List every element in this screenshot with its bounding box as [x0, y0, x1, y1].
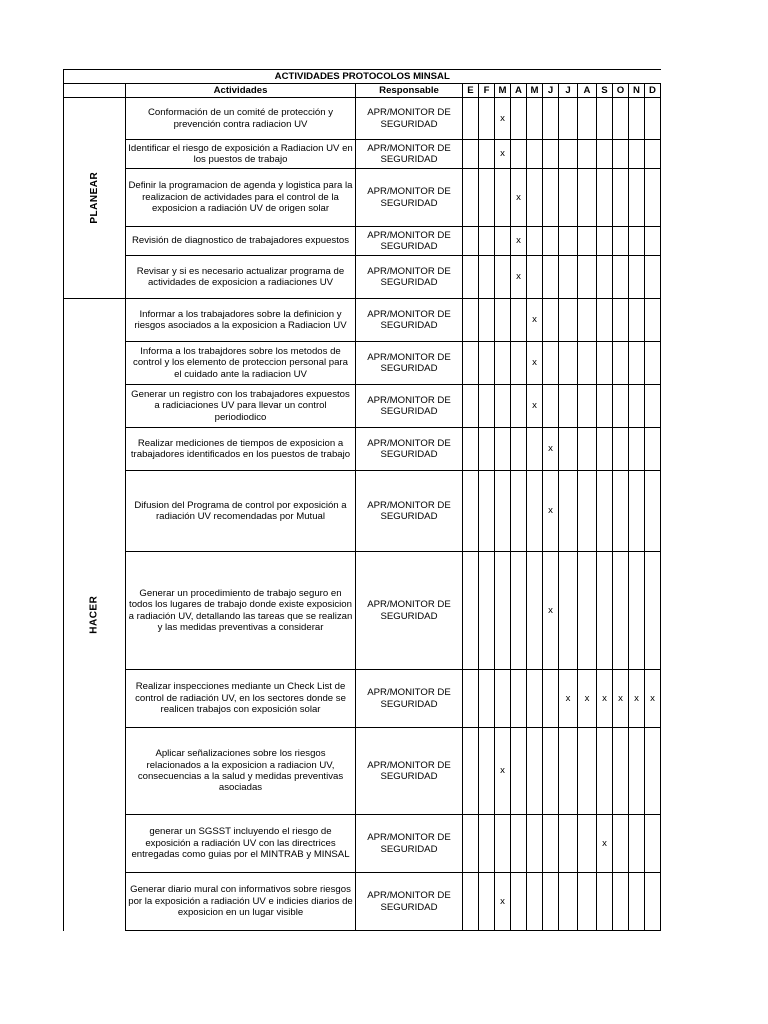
- month-cell: [495, 815, 511, 873]
- month-cell: [597, 299, 613, 342]
- month-cell: [479, 385, 495, 428]
- month-cell: [527, 256, 543, 299]
- month-cell: [559, 299, 578, 342]
- schedule-mark: x: [500, 895, 505, 907]
- activity-cell: Realizar mediciones de tiempos de exposicion a trabajadores identificados en los puestos de trabajo: [126, 428, 356, 471]
- activity-cell: Informa a los trabajdores sobre los metodos de control y los elemento de proteccion personal para el cuidado ante la radiacion UV: [126, 342, 356, 385]
- month-header: O: [613, 84, 629, 98]
- activity-cell: Revisar y si es necesario actualizar programa de actividades de exposicion a radiaciones UV: [126, 256, 356, 299]
- schedule-mark: x: [548, 505, 553, 517]
- month-cell: [543, 670, 559, 728]
- month-cell: [479, 670, 495, 728]
- month-cell: [511, 299, 527, 342]
- month-cell: [613, 670, 629, 728]
- month-cell: [578, 256, 597, 299]
- month-cell: [511, 552, 527, 670]
- month-cell: [463, 385, 479, 428]
- month-cell: [495, 728, 511, 815]
- month-cell: [559, 385, 578, 428]
- month-cell: [511, 815, 527, 873]
- month-cell: [645, 385, 661, 428]
- month-cell: [527, 98, 543, 140]
- month-cell: [463, 256, 479, 299]
- month-cell: [479, 428, 495, 471]
- month-header: M: [527, 84, 543, 98]
- month-header: F: [479, 84, 495, 98]
- month-cell: [645, 98, 661, 140]
- month-cell: [511, 428, 527, 471]
- responsible-cell: APR/MONITOR DE SEGURIDAD: [356, 471, 463, 552]
- table-row: [64, 227, 661, 256]
- month-cell: [578, 428, 597, 471]
- activity-cell: Generar diario mural con informativos sobre riesgos por la exposición a radiación UV e indicies diarios de exposicion en un lugar visible: [126, 873, 356, 931]
- month-cell: [629, 552, 645, 670]
- month-cell: [543, 815, 559, 873]
- table-row: [64, 670, 661, 728]
- activity-cell: Generar un procedimiento de trabajo seguro en todos los lugares de trabajo donde existe exposicion a radiación UV, detallando las tareas que se realizan y las medidas preventivas a considerar: [126, 552, 356, 670]
- month-cell: [613, 140, 629, 169]
- month-cell: [578, 342, 597, 385]
- month-cell: [578, 169, 597, 227]
- phase-cell: [64, 98, 126, 299]
- month-cell: [543, 552, 559, 670]
- month-cell: [463, 140, 479, 169]
- month-cell: [597, 385, 613, 428]
- month-cell: [559, 169, 578, 227]
- month-cell: [645, 227, 661, 256]
- month-cell: [645, 815, 661, 873]
- month-cell: [629, 227, 645, 256]
- month-cell: [527, 815, 543, 873]
- month-cell: [479, 227, 495, 256]
- table-row: [64, 385, 661, 428]
- table-row: [64, 256, 661, 299]
- month-cell: [629, 873, 645, 931]
- table-row: [64, 552, 661, 670]
- month-cell: [613, 342, 629, 385]
- activity-cell: Conformación de un comité de protección y prevención contra radiacion UV: [126, 98, 356, 140]
- month-cell: [629, 670, 645, 728]
- month-cell: [511, 227, 527, 256]
- month-cell: [543, 169, 559, 227]
- month-cell: [527, 552, 543, 670]
- month-cell: [597, 552, 613, 670]
- table-row: [64, 299, 661, 342]
- month-cell: [597, 227, 613, 256]
- month-cell: [613, 169, 629, 227]
- month-cell: [629, 815, 645, 873]
- table-row: [64, 98, 661, 140]
- month-cell: [463, 98, 479, 140]
- month-cell: [597, 98, 613, 140]
- month-cell: [559, 98, 578, 140]
- schedule-mark: x: [548, 604, 553, 616]
- month-cell: [511, 140, 527, 169]
- responsible-cell: APR/MONITOR DE SEGURIDAD: [356, 873, 463, 931]
- month-cell: [613, 385, 629, 428]
- month-header: N: [629, 84, 645, 98]
- month-cell: [597, 428, 613, 471]
- month-cell: [559, 256, 578, 299]
- month-header: D: [645, 84, 661, 98]
- month-cell: [463, 873, 479, 931]
- responsible-cell: APR/MONITOR DE SEGURIDAD: [356, 815, 463, 873]
- month-cell: [511, 385, 527, 428]
- month-cell: [597, 342, 613, 385]
- table-row: [64, 471, 661, 552]
- title-row: [64, 70, 661, 84]
- responsible-cell: APR/MONITOR DE SEGURIDAD: [356, 428, 463, 471]
- month-cell: [479, 256, 495, 299]
- schedule-mark: x: [602, 692, 607, 704]
- month-cell: [559, 140, 578, 169]
- schedule-mark: x: [516, 235, 521, 247]
- month-cell: [479, 815, 495, 873]
- header-row: [64, 84, 661, 98]
- activity-cell: Revisión de diagnostico de trabajadores expuestos: [126, 227, 356, 256]
- month-cell: [597, 873, 613, 931]
- month-cell: [578, 471, 597, 552]
- month-cell: [559, 815, 578, 873]
- activity-cell: Generar un registro con los trabajadores expuestos a radiciaciones UV para llevar un control periodiodico: [126, 385, 356, 428]
- month-cell: [629, 140, 645, 169]
- month-cell: [495, 227, 511, 256]
- month-cell: [527, 227, 543, 256]
- schedule-mark: x: [500, 765, 505, 777]
- month-cell: [597, 140, 613, 169]
- activity-cell: generar un SGSST incluyendo el riesgo de exposición a radiación UV con las directrices entregadas como guias por el MINTRAB y MINSAL: [126, 815, 356, 873]
- month-cell: [463, 471, 479, 552]
- month-cell: [629, 342, 645, 385]
- schedule-mark: x: [584, 692, 590, 704]
- month-cell: [578, 728, 597, 815]
- month-cell: [527, 385, 543, 428]
- month-cell: [578, 815, 597, 873]
- month-cell: [495, 873, 511, 931]
- month-cell: [495, 98, 511, 140]
- month-cell: [527, 670, 543, 728]
- month-cell: [613, 98, 629, 140]
- month-cell: [613, 815, 629, 873]
- month-cell: [578, 98, 597, 140]
- month-cell: [629, 256, 645, 299]
- month-cell: [479, 169, 495, 227]
- table-row: [64, 169, 661, 227]
- month-cell: [479, 471, 495, 552]
- responsible-cell: APR/MONITOR DE SEGURIDAD: [356, 169, 463, 227]
- month-cell: [613, 873, 629, 931]
- month-cell: [543, 873, 559, 931]
- month-cell: [495, 670, 511, 728]
- responsible-cell: APR/MONITOR DE SEGURIDAD: [356, 98, 463, 140]
- month-cell: [463, 169, 479, 227]
- month-cell: [543, 728, 559, 815]
- month-cell: [645, 728, 661, 815]
- month-cell: [495, 169, 511, 227]
- month-cell: [511, 256, 527, 299]
- month-cell: [559, 227, 578, 256]
- month-header: J: [543, 84, 559, 98]
- month-cell: [629, 471, 645, 552]
- month-cell: [613, 299, 629, 342]
- month-header: J: [559, 84, 578, 98]
- month-cell: [645, 471, 661, 552]
- month-cell: [559, 342, 578, 385]
- month-cell: [597, 169, 613, 227]
- month-cell: [527, 873, 543, 931]
- activity-cell: Informar a los trabajadores sobre la definicion y riesgos asociados a la exposicion a Radiacion UV: [126, 299, 356, 342]
- month-cell: [479, 299, 495, 342]
- activity-cell: Identificar el riesgo de exposición a Radiacion UV en los puestos de trabajo: [126, 140, 356, 169]
- month-cell: [463, 552, 479, 670]
- month-cell: [527, 471, 543, 552]
- month-cell: [511, 342, 527, 385]
- month-cell: [479, 873, 495, 931]
- month-cell: [645, 428, 661, 471]
- month-cell: [543, 140, 559, 169]
- responsible-cell: APR/MONITOR DE SEGURIDAD: [356, 552, 463, 670]
- schedule-mark: x: [650, 692, 655, 704]
- responsible-cell: APR/MONITOR DE SEGURIDAD: [356, 227, 463, 256]
- month-cell: [495, 140, 511, 169]
- month-cell: [629, 169, 645, 227]
- table-row: [64, 815, 661, 873]
- phase-header: [64, 84, 126, 98]
- phase-cell: [64, 299, 126, 931]
- activity-cell: Definir la programacion de agenda y logistica para la realizacion de actividades para el control de la exposicion a radiación UV de origen solar: [126, 169, 356, 227]
- month-cell: [597, 670, 613, 728]
- month-cell: [645, 140, 661, 169]
- month-cell: [578, 140, 597, 169]
- month-cell: [559, 670, 578, 728]
- schedule-mark: x: [532, 314, 537, 326]
- month-cell: [511, 728, 527, 815]
- month-cell: [495, 552, 511, 670]
- month-cell: [543, 428, 559, 471]
- month-cell: [629, 728, 645, 815]
- month-cell: [613, 428, 629, 471]
- month-cell: [645, 873, 661, 931]
- month-cell: [645, 299, 661, 342]
- month-cell: [578, 552, 597, 670]
- month-cell: [543, 471, 559, 552]
- schedule-mark: x: [532, 400, 537, 412]
- month-header: E: [463, 84, 479, 98]
- responsible-cell: APR/MONITOR DE SEGURIDAD: [356, 140, 463, 169]
- month-cell: [578, 670, 597, 728]
- month-cell: [578, 385, 597, 428]
- month-header: M: [495, 84, 511, 98]
- month-header: A: [578, 84, 597, 98]
- schedule-mark: x: [532, 357, 537, 369]
- month-cell: [645, 256, 661, 299]
- month-cell: [613, 471, 629, 552]
- table-row: [64, 342, 661, 385]
- month-cell: [597, 815, 613, 873]
- activity-cell: Realizar inspecciones mediante un Check List de control de radiación UV, en los sectores donde se realicen trabajos con exposición solar: [126, 670, 356, 728]
- phase-label: HACER: [88, 595, 100, 634]
- month-cell: [613, 728, 629, 815]
- month-cell: [495, 342, 511, 385]
- month-cell: [559, 728, 578, 815]
- schedule-mark: x: [516, 191, 521, 203]
- month-cell: [543, 98, 559, 140]
- month-cell: [578, 227, 597, 256]
- month-header: S: [597, 84, 613, 98]
- month-cell: [479, 98, 495, 140]
- responsible-cell: APR/MONITOR DE SEGURIDAD: [356, 256, 463, 299]
- month-cell: [527, 140, 543, 169]
- month-cell: [511, 471, 527, 552]
- responsible-header: Responsable: [356, 84, 463, 98]
- month-cell: [479, 552, 495, 670]
- responsible-cell: APR/MONITOR DE SEGURIDAD: [356, 342, 463, 385]
- month-cell: [479, 140, 495, 169]
- month-cell: [543, 227, 559, 256]
- month-cell: [495, 385, 511, 428]
- month-cell: [543, 342, 559, 385]
- month-cell: [527, 169, 543, 227]
- table-row: [64, 728, 661, 815]
- schedule-mark: x: [548, 443, 553, 455]
- month-cell: [511, 98, 527, 140]
- month-cell: [645, 670, 661, 728]
- month-cell: [543, 299, 559, 342]
- month-cell: [479, 728, 495, 815]
- month-cell: [495, 299, 511, 342]
- month-cell: [559, 552, 578, 670]
- activity-cell: Difusion del Programa de control por exposición a radiación UV recomendadas por Mutual: [126, 471, 356, 552]
- responsible-cell: APR/MONITOR DE SEGURIDAD: [356, 299, 463, 342]
- month-cell: [629, 299, 645, 342]
- activities-sheet: [63, 69, 661, 931]
- schedule-mark: x: [618, 692, 623, 704]
- month-cell: [559, 873, 578, 931]
- month-cell: [645, 169, 661, 227]
- month-cell: [578, 299, 597, 342]
- responsible-cell: APR/MONITOR DE SEGURIDAD: [356, 670, 463, 728]
- month-cell: [495, 471, 511, 552]
- month-cell: [645, 552, 661, 670]
- month-cell: [479, 342, 495, 385]
- month-cell: [578, 873, 597, 931]
- schedule-mark: x: [634, 692, 639, 704]
- schedule-mark: x: [500, 112, 505, 124]
- month-cell: [511, 873, 527, 931]
- month-cell: [463, 299, 479, 342]
- month-cell: [629, 385, 645, 428]
- month-cell: [613, 552, 629, 670]
- month-cell: [527, 428, 543, 471]
- month-cell: [559, 428, 578, 471]
- month-cell: [543, 256, 559, 299]
- month-cell: [495, 428, 511, 471]
- month-header: A: [511, 84, 527, 98]
- month-cell: [629, 98, 645, 140]
- month-cell: [463, 670, 479, 728]
- month-cell: [463, 428, 479, 471]
- month-cell: [495, 256, 511, 299]
- month-cell: [511, 670, 527, 728]
- activity-cell: Aplicar señalizaciones sobre los riesgos relacionados a la exposicion a radiacion UV, consecuencias a la salud y medidas preventivas asociadas: [126, 728, 356, 815]
- table-title: ACTIVIDADES PROTOCOLOS MINSAL: [64, 70, 661, 84]
- month-cell: [597, 471, 613, 552]
- activities-header: Actividades: [126, 84, 356, 98]
- month-cell: [543, 385, 559, 428]
- table-row: [64, 873, 661, 931]
- month-cell: [463, 728, 479, 815]
- schedule-mark: x: [516, 271, 521, 283]
- schedule-mark: x: [500, 148, 505, 160]
- month-cell: [527, 299, 543, 342]
- month-cell: [629, 428, 645, 471]
- month-cell: [527, 728, 543, 815]
- activities-table: [63, 69, 661, 931]
- month-cell: [613, 256, 629, 299]
- month-cell: [511, 169, 527, 227]
- table-row: [64, 428, 661, 471]
- month-cell: [559, 471, 578, 552]
- month-cell: [613, 227, 629, 256]
- table-row: [64, 140, 661, 169]
- month-cell: [463, 342, 479, 385]
- responsible-cell: APR/MONITOR DE SEGURIDAD: [356, 385, 463, 428]
- month-cell: [463, 227, 479, 256]
- month-cell: [597, 728, 613, 815]
- month-cell: [645, 342, 661, 385]
- phase-label: PLANEAR: [88, 172, 100, 224]
- month-cell: [463, 815, 479, 873]
- month-cell: [527, 342, 543, 385]
- responsible-cell: APR/MONITOR DE SEGURIDAD: [356, 728, 463, 815]
- month-cell: [597, 256, 613, 299]
- schedule-mark: x: [602, 837, 607, 849]
- schedule-mark: x: [565, 692, 571, 704]
